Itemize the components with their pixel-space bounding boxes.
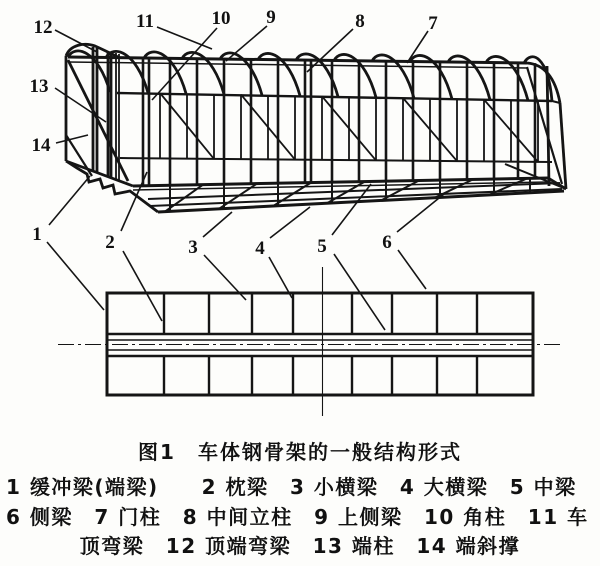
leader-4-upper	[270, 207, 310, 238]
top-side-rail-far	[117, 93, 552, 101]
right-corner-edge	[560, 103, 566, 189]
callout-11: 11	[136, 11, 154, 32]
callout-5: 5	[317, 236, 327, 257]
callout-7: 7	[428, 13, 438, 34]
leader-12	[55, 30, 97, 52]
leader-14	[56, 135, 88, 143]
callout-13: 13	[29, 76, 49, 97]
callout-9: 9	[266, 7, 276, 28]
leader-2-lower	[123, 251, 162, 321]
leader-lines	[47, 26, 444, 330]
callout-12: 12	[33, 17, 53, 38]
right-end-wall	[527, 63, 566, 189]
callout-4: 4	[255, 238, 265, 259]
leader-3-upper	[203, 212, 232, 237]
callout-6: 6	[382, 232, 392, 253]
callout-3: 3	[188, 237, 198, 258]
near-side-posts	[143, 58, 535, 186]
callout-8: 8	[355, 11, 365, 32]
right-end-diagonal-brace	[527, 67, 562, 184]
leader-7	[407, 31, 428, 63]
side-sill-far	[120, 158, 552, 162]
side-sill-near	[133, 178, 548, 186]
leader-11	[157, 27, 212, 49]
plan-view	[58, 267, 560, 416]
legend-line-2: 6 侧梁 7 门柱 8 中间立柱 9 上侧梁 10 角柱 11 车	[6, 505, 589, 529]
legend-line-1: 1 缓冲梁(端梁) 2 枕梁 3 小横梁 4 大横梁 5 中梁	[6, 475, 577, 499]
callout-1: 1	[32, 224, 42, 245]
leader-6-lower	[398, 250, 426, 289]
leader-1-lower	[47, 242, 104, 310]
legend-line-3: 顶弯梁 12 顶端弯梁 13 端柱 14 端斜撑	[79, 534, 521, 558]
caption-title: 图1 车体钢骨架的一般结构形式	[138, 440, 462, 464]
underframe-bottom-edge	[158, 191, 564, 212]
callout-2: 2	[105, 232, 115, 253]
far-side-posts	[160, 93, 538, 162]
right-end-post	[547, 66, 549, 186]
callout-10: 10	[211, 8, 231, 29]
leader-1-upper	[49, 176, 90, 225]
callout-14: 14	[31, 135, 51, 156]
caption	[6, 440, 589, 558]
